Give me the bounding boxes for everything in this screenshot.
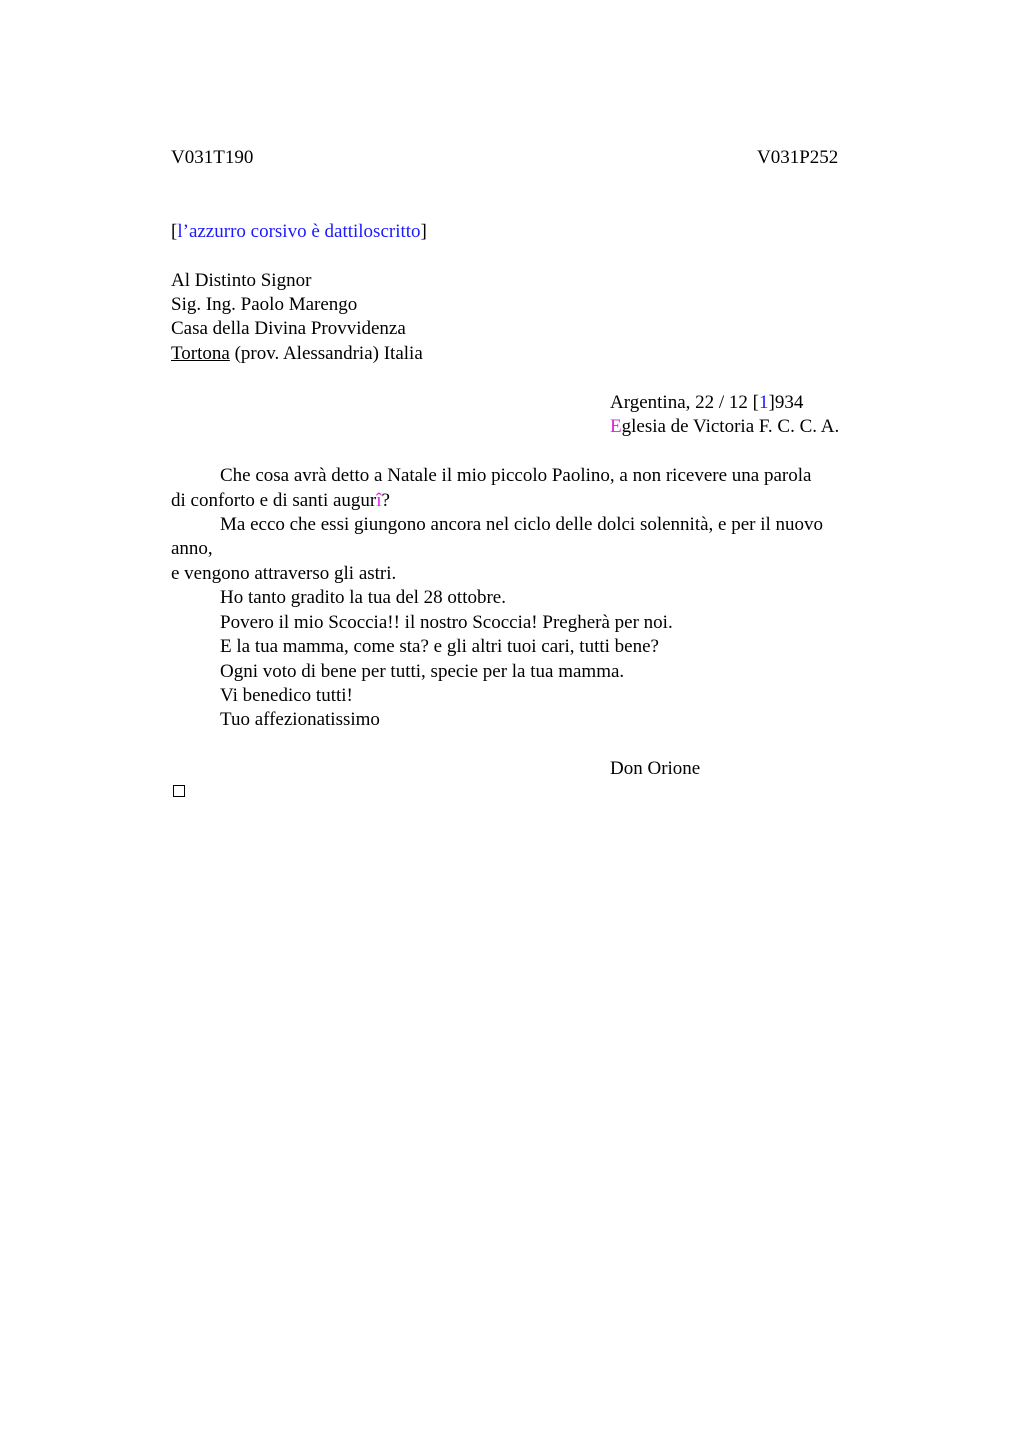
address-line-4 — [171, 342, 423, 366]
body-text: di conforto e di santi augur — [171, 490, 377, 511]
date-prefix: Argentina, 22 / 12 [ — [610, 392, 759, 413]
note-text-blue-1: l’ — [177, 221, 189, 242]
body-line: E la tua mamma, come sta? e gli altri tuoi cari, tutti bene? — [220, 636, 659, 657]
body-correction: î — [376, 490, 382, 511]
address-city: Tortona — [171, 343, 230, 364]
body-text: ? — [381, 490, 390, 511]
note-close-bracket: ] — [420, 221, 427, 242]
body-line: Vi benedico tutti! — [220, 685, 353, 706]
document-code-left: V031T190 — [171, 147, 254, 168]
place-correction: E — [610, 416, 622, 437]
address-line-2: Sig. Ing. Paolo Marengo — [171, 294, 358, 315]
body-line: Ho tanto gradito la tua del 28 ottobre. — [220, 587, 506, 608]
checkbox-icon — [173, 785, 185, 797]
document-code-right: V031P252 — [757, 147, 839, 168]
body-line: Tuo affezionatissimo — [220, 709, 380, 730]
address-line-1: Al Distinto Signor — [171, 270, 312, 291]
date-line — [610, 391, 803, 415]
body-line: e vengono attraverso gli astri. — [171, 563, 397, 584]
body-line: Ma ecco che essi giungono ancora nel ciclo delle dolci solennità, e per il nuovo — [220, 514, 824, 535]
editorial-note — [171, 220, 427, 244]
body-line: Povero il mio Scoccia!! il nostro Scoccia! Pregherà per noi. — [220, 612, 673, 633]
place-line — [610, 415, 839, 439]
address-city-rest: (prov. Alessandria) Italia — [229, 343, 423, 364]
place-rest: glesia de Victoria F. C. C. A. — [621, 416, 840, 437]
body-line: Ogni voto di bene per tutti, specie per la tua mamma. — [220, 661, 625, 682]
body-line: Che cosa avrà detto a Natale il mio piccolo Paolino, a non ricevere una parola — [220, 465, 812, 486]
address-line-3: Casa della Divina Provvidenza — [171, 318, 406, 339]
note-open-bracket: [ — [171, 221, 178, 242]
body-line: anno, — [171, 538, 213, 559]
date-correction: 1 — [759, 392, 769, 413]
date-suffix: ]934 — [768, 392, 804, 413]
body-line — [171, 489, 390, 513]
note-text-blue-2: azzurro corsivo è dattiloscritto — [188, 221, 421, 242]
signature: Don Orione — [610, 758, 701, 779]
